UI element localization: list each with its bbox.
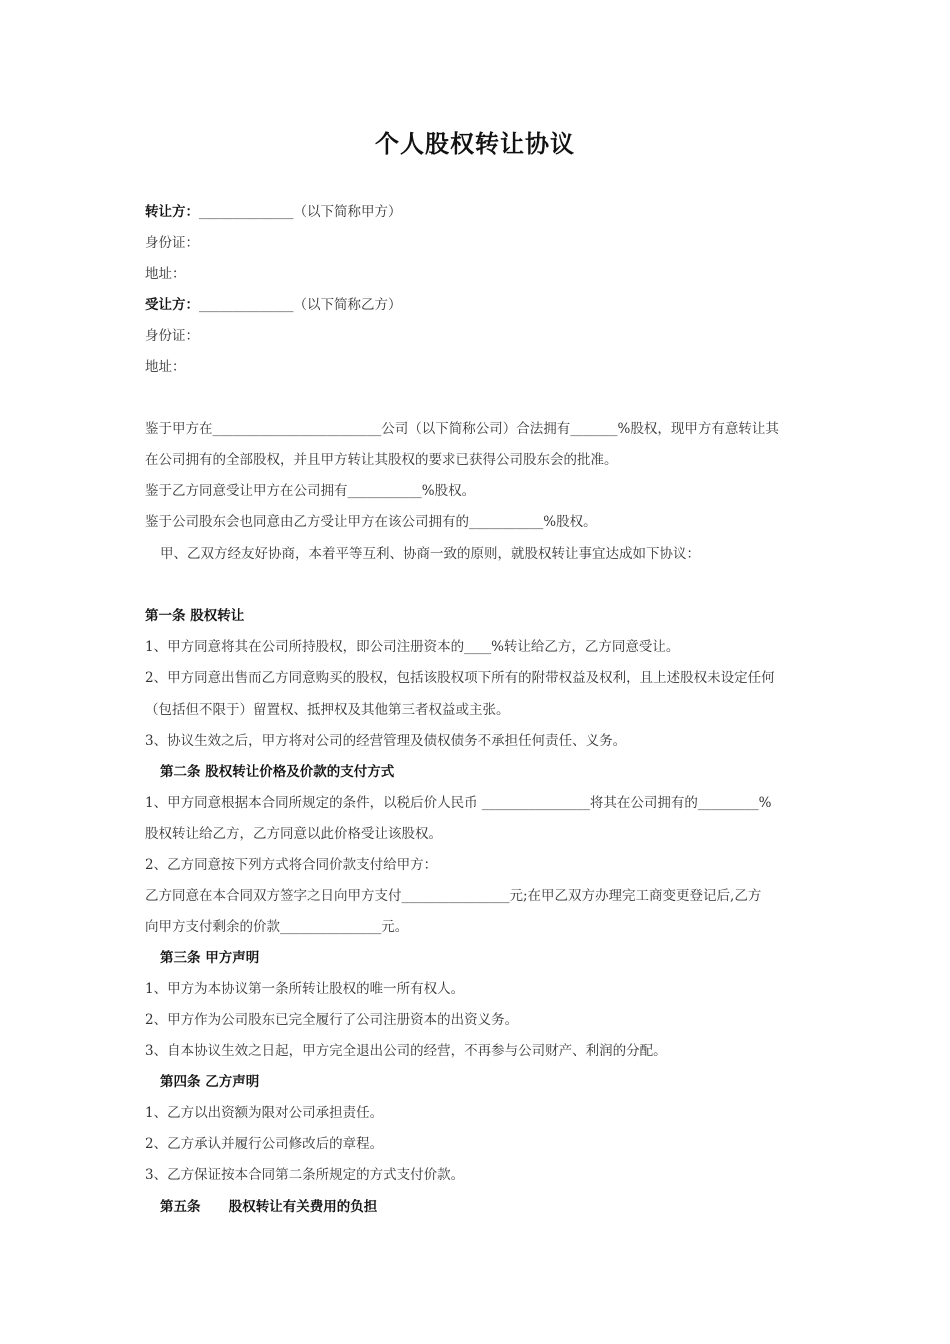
article1-item1: 1、甲方同意将其在公司所持股权，即公司注册资本的____%转让给乙方，乙方同意受让。 (145, 639, 680, 655)
article4-item3: 3、乙方保证按本合同第二条所规定的方式支付价款。 (145, 1167, 465, 1183)
article2-item1-line2: 股权转让给乙方，乙方同意以此价格受让该股权。 (145, 826, 442, 842)
preamble-p3: 鉴于公司股东会也同意由乙方受让甲方在该公司拥有的___________%股权。 (145, 514, 597, 530)
article1-item2-line2: （包括但不限于）留置权、抵押权及其他第三者权益或主张。 (145, 702, 510, 718)
article3-item3: 3、自本协议生效之日起，甲方完全退出公司的经营，不再参与公司财产、利润的分配。 (145, 1043, 667, 1059)
document-title: 个人股权转让协议 (375, 129, 575, 158)
preamble-p2: 鉴于乙方同意受让甲方在公司拥有___________%股权。 (145, 483, 476, 499)
article4-item2: 2、乙方承认并履行公司修改后的章程。 (145, 1136, 384, 1152)
article4-heading: 第四条 乙方声明 (160, 1074, 260, 1090)
article1-item2-line1: 2、甲方同意出售而乙方同意购买的股权，包括该股权项下所有的附带权益及权利，且上述股权未设定任何 (145, 670, 775, 686)
transferee-address: 地址： (145, 359, 186, 375)
article1-item3: 3、协议生效之后，甲方将对公司的经营管理及债权债务不承担任何责任、义务。 (145, 733, 627, 749)
article3-item1: 1、甲方为本协议第一条所转让股权的唯一所有权人。 (145, 981, 465, 997)
transferor-label: 转让方： (145, 204, 199, 220)
transferee-label: 受让方： (145, 297, 199, 313)
article2-item1-line1: 1、甲方同意根据本合同所规定的条件，以税后价人民币 ________________将其在公司拥有的_________% (145, 795, 772, 811)
transferor-address: 地址： (145, 266, 186, 282)
article2-heading: 第二条 股权转让价格及价款的支付方式 (160, 764, 395, 780)
preamble-p1-line1: 鉴于甲方在_________________________公司（以下简称公司）合法拥有_______%股权，现甲方有意转让其 (145, 421, 779, 437)
article2-item3-line2: 向甲方支付剩余的价款_______________元。 (145, 919, 409, 935)
transferee-id: 身份证： (145, 328, 199, 344)
transferee-line (145, 295, 810, 315)
article2-item2: 2、乙方同意按下列方式将合同价款支付给甲方： (145, 857, 438, 873)
article4-item1: 1、乙方以出资额为限对公司承担责任。 (145, 1105, 384, 1121)
article5-heading: 第五条 股权转让有关费用的负担 (160, 1199, 378, 1215)
article3-item2: 2、甲方作为公司股东已完全履行了公司注册资本的出资义务。 (145, 1012, 519, 1028)
transferor-line (145, 202, 810, 222)
article1-heading: 第一条 股权转让 (145, 608, 245, 624)
transferor-note: （以下简称甲方） (293, 204, 402, 220)
transferee-blank: ______________ (199, 297, 294, 313)
preamble-p1-line2: 在公司拥有的全部股权，并且甲方转让其股权的要求已获得公司股东会的批准。 (145, 452, 618, 468)
preamble-p4: 甲、乙双方经友好协商，本着平等互利、协商一致的原则，就股权转让事宜达成如下协议： (160, 546, 700, 562)
transferee-note: （以下简称乙方） (293, 297, 402, 313)
transferor-blank: ______________ (199, 204, 294, 220)
article2-item3-line1: 乙方同意在本合同双方签字之日向甲方支付________________元;在甲乙双方办理完工商变更登记后,乙方 (145, 888, 762, 904)
article3-heading: 第三条 甲方声明 (160, 950, 260, 966)
transferor-id: 身份证： (145, 235, 199, 251)
